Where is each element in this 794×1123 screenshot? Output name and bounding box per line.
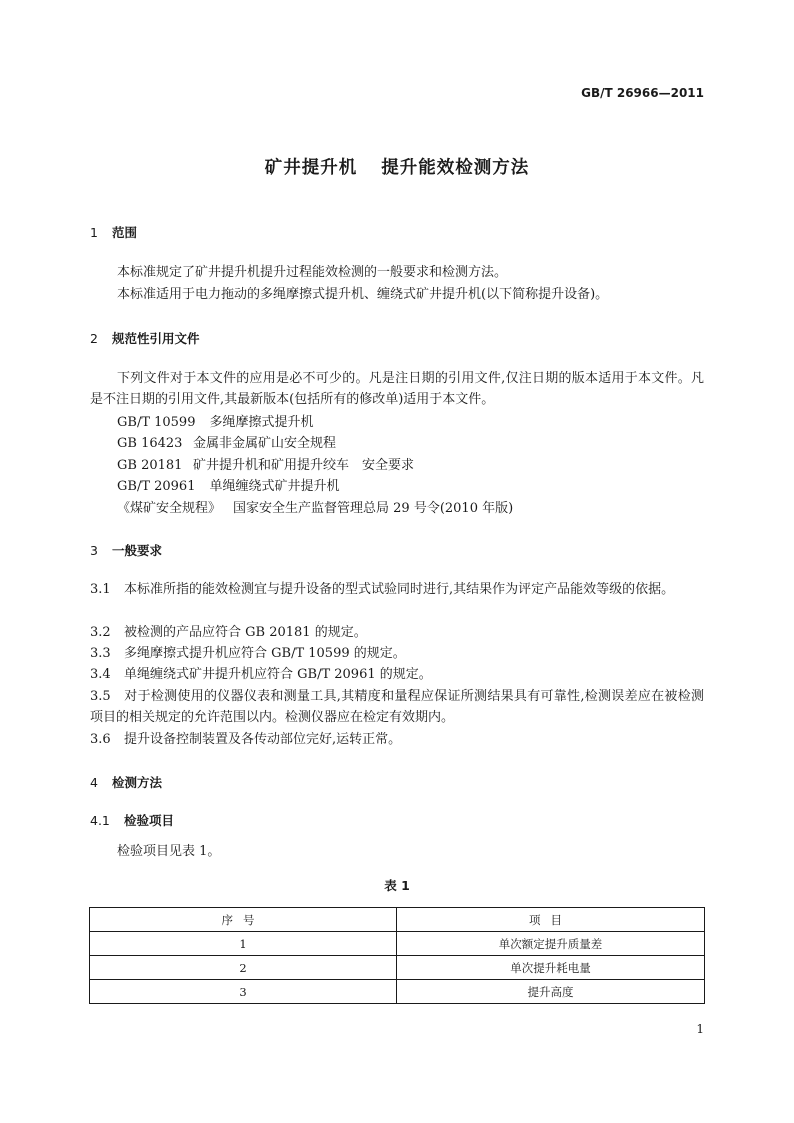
reference-code: 《煤矿安全规程》 <box>117 501 222 516</box>
document-title <box>0 154 794 179</box>
reference-code: GB 16423 <box>117 436 183 451</box>
table-cell: 单次提升耗电量 <box>397 956 705 980</box>
clause-3-2 <box>90 622 704 643</box>
section-title: 范围 <box>112 225 138 240</box>
clause-text: 本标准所指的能效检测宜与提升设备的型式试验同时进行,其结果作为评定产品能效等级的依据。 <box>124 582 675 597</box>
subsection-4-1-heading <box>90 811 174 829</box>
section-number: 1 <box>90 225 98 240</box>
clause-number: 3.1 <box>90 582 111 597</box>
reference-code: GB 20181 <box>117 458 183 473</box>
table-1 <box>89 907 705 1004</box>
section-number: 2 <box>90 331 98 346</box>
section-1-heading <box>90 223 137 241</box>
reference-title: 多绳摩擦式提升机 <box>209 415 314 430</box>
section-number: 4 <box>90 775 98 790</box>
clause-3-6 <box>90 729 704 750</box>
table-row <box>90 932 705 956</box>
standard-code: GB/T 26966—2011 <box>581 86 704 100</box>
clause-text: 被检测的产品应符合 GB 20181 的规定。 <box>124 625 367 640</box>
section-2-intro: 下列文件对于本文件的应用是必不可少的。凡是注日期的引用文件,仅注日期的版本适用于本文件。凡是不注日期的引用文件,其最新版本(包括所有的修改单)适用于本文件。 <box>90 371 704 407</box>
section-1-paragraph: 本标准适用于电力拖动的多绳摩擦式提升机、缠绕式矿井提升机(以下简称提升设备)。 <box>117 287 609 302</box>
clause-text: 多绳摩擦式提升机应符合 GB/T 10599 的规定。 <box>124 646 406 661</box>
table-cell: 3 <box>90 980 397 1004</box>
table-header-row <box>90 908 705 932</box>
clause-number: 3.6 <box>90 732 111 747</box>
reference-item <box>117 454 414 473</box>
section-2-heading <box>90 329 200 347</box>
reference-code: GB/T 20961 <box>117 479 196 494</box>
table-cell: 提升高度 <box>397 980 705 1004</box>
clause-3-5 <box>90 686 704 728</box>
reference-item <box>117 432 336 451</box>
table-header-cell: 序号 <box>90 908 397 932</box>
table-cell: 单次额定提升质量差 <box>397 932 705 956</box>
reference-title: 矿井提升机和矿用提升绞车 安全要求 <box>193 458 415 473</box>
clause-3-1 <box>90 579 704 600</box>
title-part-2: 提升能效检测方法 <box>381 158 530 178</box>
title-part-1: 矿井提升机 <box>264 158 358 178</box>
table-caption: 表 1 <box>384 878 410 893</box>
reference-code: GB/T 10599 <box>117 415 196 430</box>
section-3-heading <box>90 541 162 559</box>
section-number: 3 <box>90 543 98 558</box>
clause-3-3 <box>90 643 704 664</box>
reference-item <box>117 497 513 516</box>
table-row <box>90 980 705 1004</box>
clause-number: 3.4 <box>90 667 111 682</box>
section-title: 检测方法 <box>112 775 163 790</box>
section-title: 一般要求 <box>112 543 163 558</box>
table-cell: 2 <box>90 956 397 980</box>
subsection-4-1-text: 检验项目见表 1。 <box>117 844 221 859</box>
clause-text: 对于检测使用的仪器仪表和测量工具,其精度和量程应保证所测结果具有可靠性,检测误差应在被检测项目的相关规定的允许范围以内。检测仪器应在检定有效期内。 <box>90 689 704 725</box>
section-4-heading <box>90 773 162 791</box>
clause-number: 3.3 <box>90 646 111 661</box>
reference-title: 国家安全生产监督管理总局 29 号令(2010 年版) <box>233 501 514 516</box>
clause-text: 提升设备控制装置及各传动部位完好,运转正常。 <box>124 732 402 747</box>
table-header-cell: 项目 <box>397 908 705 932</box>
page-number: 1 <box>696 1022 704 1036</box>
subsection-number: 4.1 <box>90 813 110 828</box>
section-title: 规范性引用文件 <box>112 331 200 346</box>
reference-title: 金属非金属矿山安全规程 <box>193 436 337 451</box>
clause-number: 3.5 <box>90 689 111 704</box>
table-cell: 1 <box>90 932 397 956</box>
clause-3-4 <box>90 664 704 685</box>
reference-item <box>117 411 314 430</box>
subsection-title: 检验项目 <box>124 813 175 828</box>
clause-text: 单绳缠绕式矿井提升机应符合 GB/T 20961 的规定。 <box>124 667 432 682</box>
section-1-paragraph: 本标准规定了矿井提升机提升过程能效检测的一般要求和检测方法。 <box>117 265 508 280</box>
clause-number: 3.2 <box>90 625 111 640</box>
table-row <box>90 956 705 980</box>
reference-title: 单绳缠绕式矿井提升机 <box>209 479 340 494</box>
reference-item <box>117 475 340 494</box>
